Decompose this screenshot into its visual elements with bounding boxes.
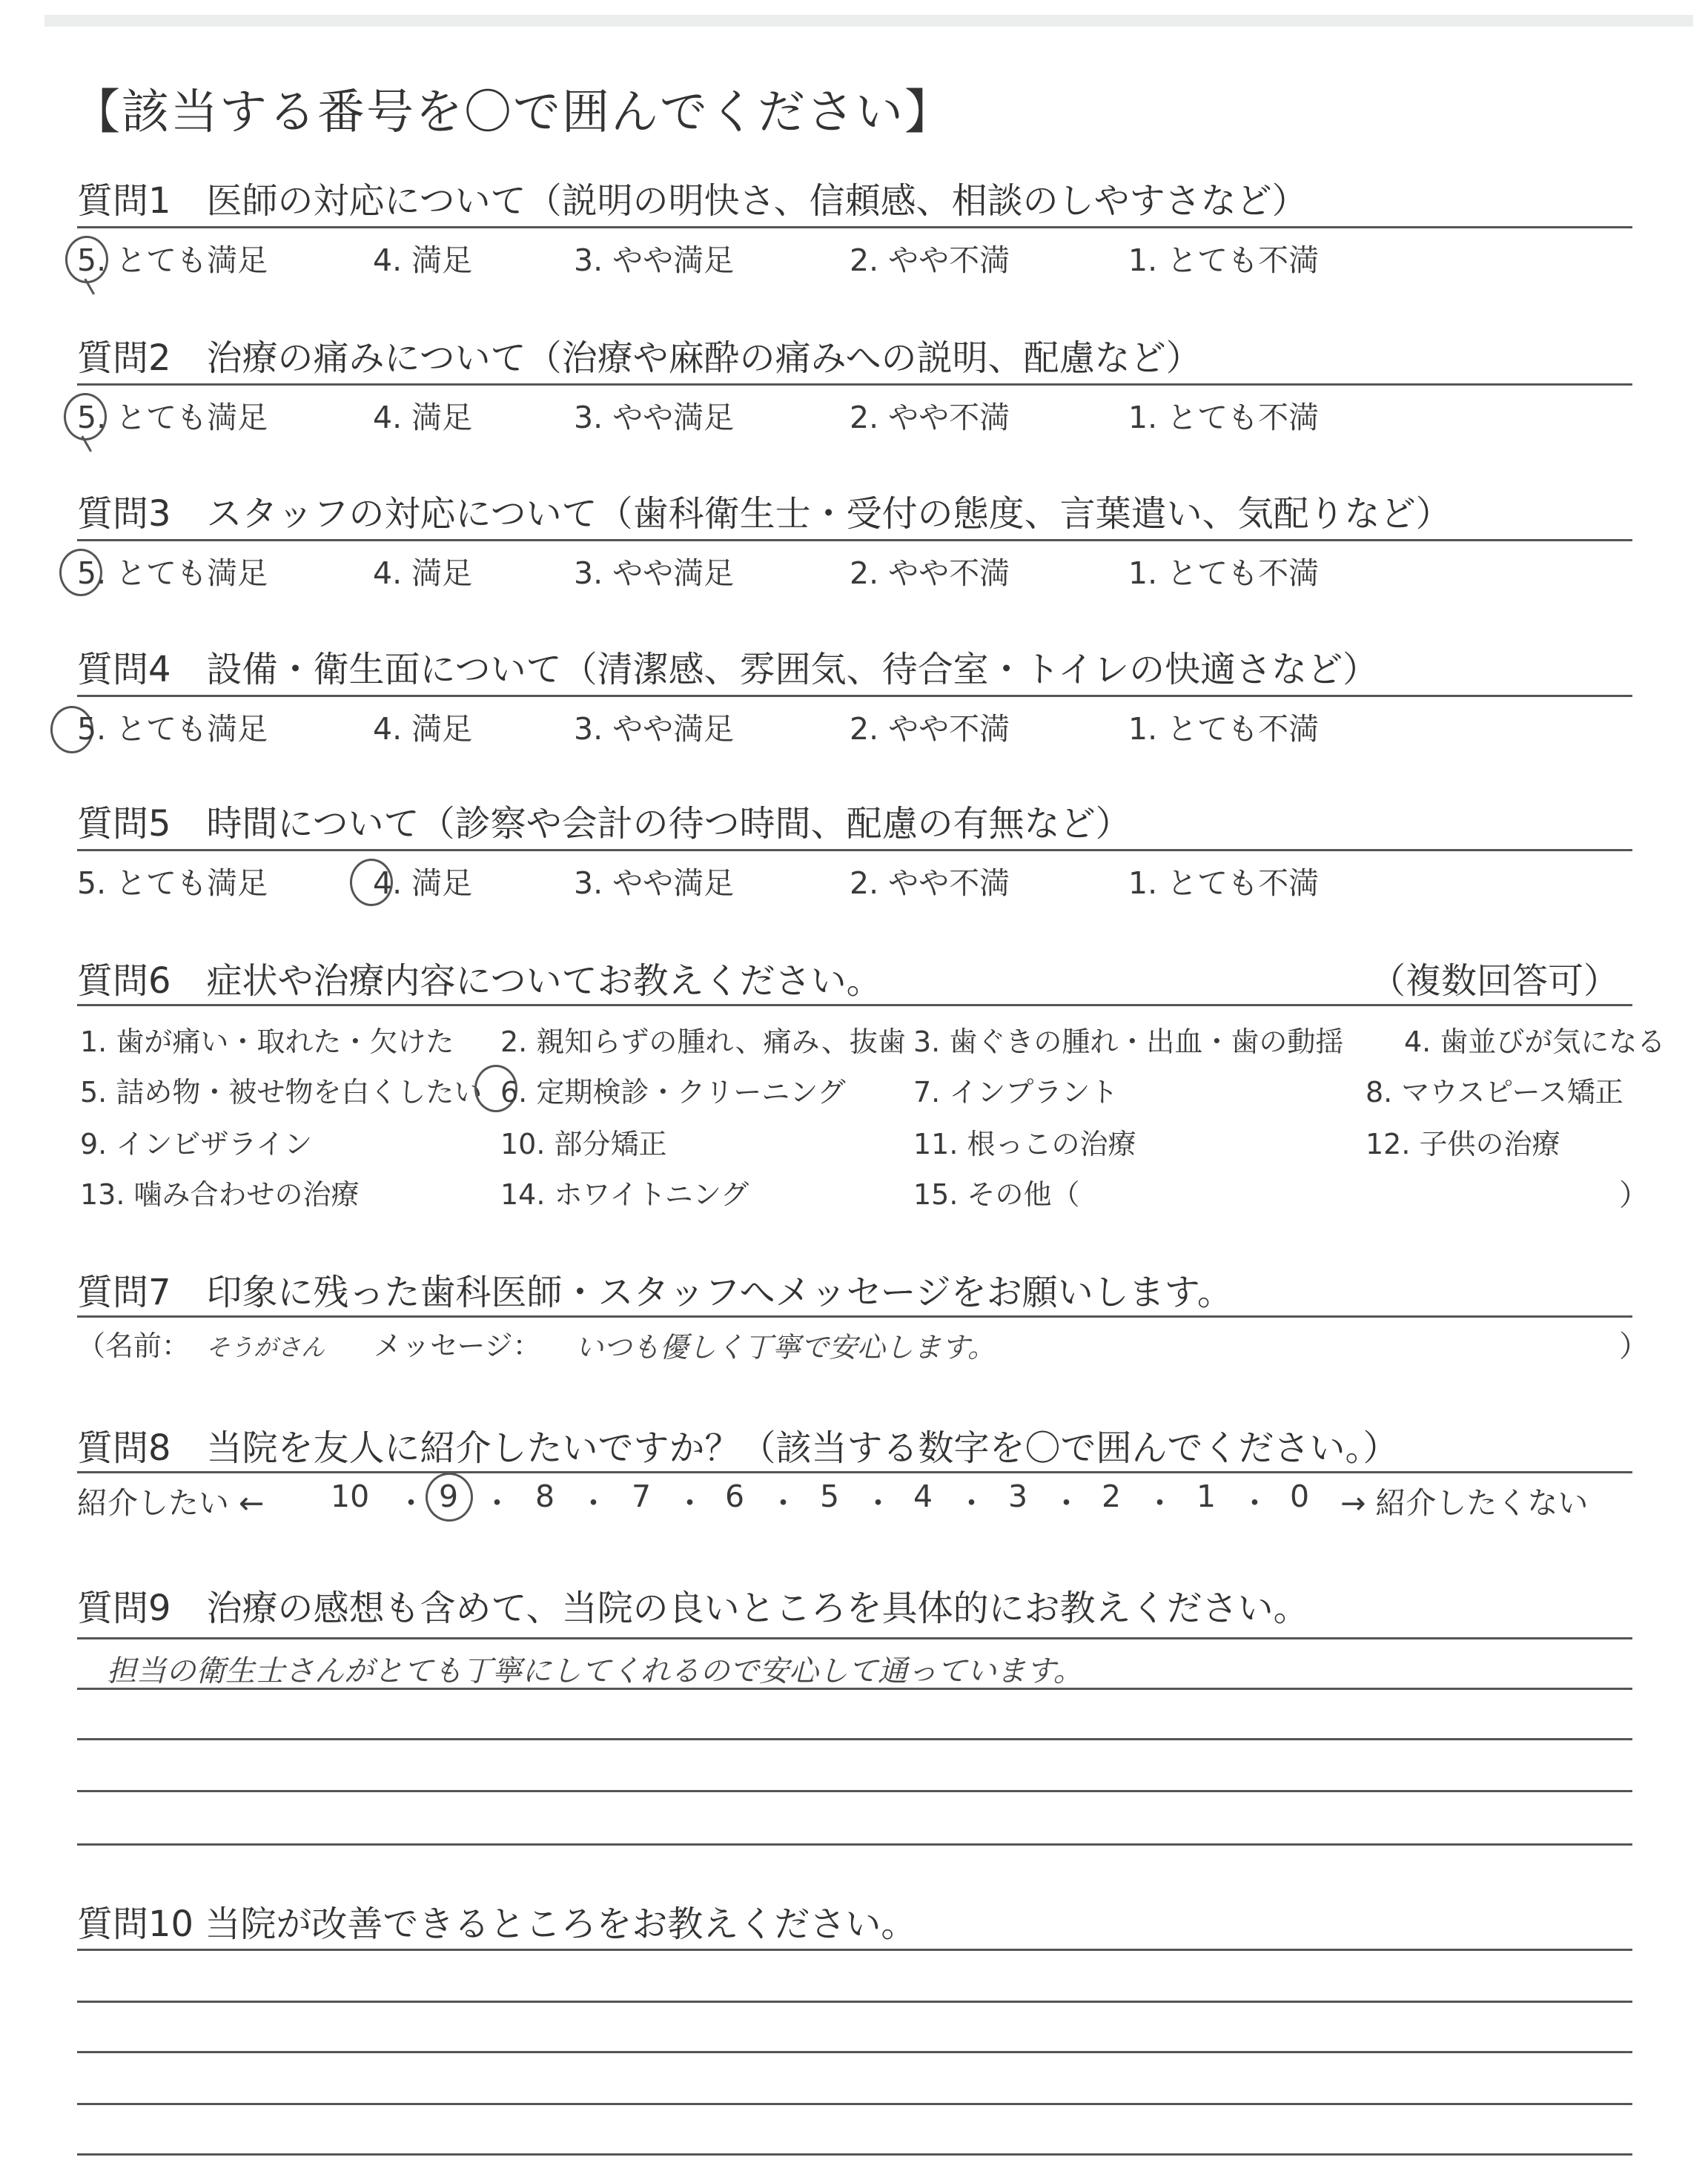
q9-heading: 質問9 治療の感想も含めて、当院の良いところを具体的にお教えください。: [77, 1588, 1309, 1629]
q6-item-12[interactable]: 12. 子供の治療: [1366, 1128, 1560, 1160]
q4-option-4[interactable]: 4. 満足: [373, 711, 473, 747]
q2-option-1[interactable]: 1. とても不満: [1128, 400, 1320, 435]
q2-option-2[interactable]: 2. やや不満: [850, 400, 1010, 435]
q3-heading: 質問3 スタッフの対応について（歯科衛生士・受付の態度、言葉遣い、気配りなど）: [77, 493, 1452, 535]
q2-option-4[interactable]: 4. 満足: [373, 400, 473, 435]
q6-item-10[interactable]: 10. 部分矯正: [500, 1128, 667, 1160]
q4-option-3[interactable]: 3. やや満足: [574, 711, 735, 747]
q1-option-5[interactable]: 5. とても満足: [77, 242, 268, 278]
q6-item-11[interactable]: 11. 根っこの治療: [913, 1128, 1136, 1160]
q6-item-1[interactable]: 1. 歯が痛い・取れた・欠けた: [80, 1025, 454, 1058]
q6-item-13[interactable]: 13. 噛み合わせの治療: [80, 1178, 360, 1211]
q1-underline: [77, 226, 1632, 228]
q3-option-2[interactable]: 2. やや不満: [850, 555, 1010, 591]
q5-heading: 質問5 時間について（診察や会計の待つ時間、配慮の有無など）: [77, 803, 1131, 845]
q3-option-4[interactable]: 4. 満足: [373, 555, 473, 591]
q6-item-4[interactable]: 4. 歯並びが気になる: [1404, 1025, 1666, 1058]
q8-scale-2[interactable]: 2: [1102, 1479, 1122, 1514]
q5-option-4[interactable]: 4. 満足: [373, 865, 473, 901]
q6-item-7[interactable]: 7. インプラント: [913, 1076, 1119, 1109]
q8-sep-5: ・: [768, 1485, 798, 1521]
q5-underline: [77, 849, 1632, 851]
q1-option-1[interactable]: 1. とても不満: [1128, 242, 1320, 278]
q8-scale-8[interactable]: 8: [535, 1479, 555, 1514]
q8-scale-4[interactable]: 4: [913, 1479, 933, 1514]
q2-option-3[interactable]: 3. やや満足: [574, 400, 735, 435]
q8-scale-9[interactable]: 9: [439, 1479, 459, 1514]
q5-options: [0, 859, 1708, 903]
q8-scale-1[interactable]: 1: [1196, 1479, 1217, 1514]
q6-item-5[interactable]: 5. 詰め物・被せ物を白くしたい: [80, 1076, 483, 1109]
q6-item-9[interactable]: 9. インビザライン: [80, 1128, 313, 1160]
q8-underline: [77, 1471, 1632, 1473]
q7-heading: 質問7 印象に残った歯科医師・スタッフへメッセージをお願いします。: [77, 1272, 1233, 1313]
q5-option-3[interactable]: 3. やや満足: [574, 865, 735, 901]
page-title: 【該当する番号を〇で囲んでください】: [73, 85, 953, 140]
q8-sep-4: ・: [675, 1485, 705, 1521]
q8-left-label: 紹介したい ←: [77, 1485, 265, 1521]
q1-option-4[interactable]: 4. 満足: [373, 242, 473, 278]
q10-line-5[interactable]: [77, 2153, 1632, 2156]
q3-options: [0, 549, 1708, 593]
q6-other-close-paren: ）: [1619, 1178, 1649, 1212]
q8-scale-10[interactable]: 10: [331, 1479, 370, 1514]
q4-option-2[interactable]: 2. やや不満: [850, 711, 1010, 747]
q9-line-2: [77, 1688, 1632, 1690]
q3-underline: [77, 539, 1632, 541]
q4-option-1[interactable]: 1. とても不満: [1128, 711, 1320, 747]
q8-right-label: → 紹介したくない: [1340, 1485, 1589, 1521]
q3-option-5[interactable]: 5. とても満足: [77, 555, 268, 591]
q8-scale-0[interactable]: 0: [1290, 1479, 1310, 1514]
q1-options: [0, 236, 1708, 280]
q10-line-4[interactable]: [77, 2103, 1632, 2105]
q4-option-5[interactable]: 5. とても満足: [77, 711, 268, 747]
q4-underline: [77, 695, 1632, 697]
q6-item-3[interactable]: 3. 歯ぐきの腫れ・出血・歯の動揺: [913, 1025, 1344, 1058]
q8-scale-7[interactable]: 7: [632, 1479, 652, 1514]
q8-sep-7: ・: [956, 1485, 987, 1521]
q9-answer-handwritten[interactable]: 担当の衛生士さんがとても丁寧にしてくれるので安心して通っています。: [107, 1654, 1083, 1688]
q8-sep-9: ・: [1145, 1485, 1175, 1521]
q10-line-3[interactable]: [77, 2051, 1632, 2053]
q6-item-8[interactable]: 8. マウスピース矯正: [1366, 1076, 1623, 1109]
q7-name-label: （名前：: [77, 1330, 191, 1362]
q8-scale-6[interactable]: 6: [725, 1479, 745, 1514]
q7-name-handwritten[interactable]: そうがさん: [206, 1333, 325, 1361]
q9-line-5: [77, 1843, 1632, 1846]
q1-heading: 質問1 医師の対応について（説明の明快さ、信頼感、相談のしやすさなど）: [77, 180, 1308, 222]
q6-heading: 質問6 症状や治療内容についてお教えください。: [77, 960, 882, 1002]
q9-line-4: [77, 1790, 1632, 1792]
q10-line-2[interactable]: [77, 2001, 1632, 2003]
q6-underline: [77, 1004, 1632, 1006]
q7-underline: [77, 1315, 1632, 1318]
q8-sep-3: ・: [578, 1485, 609, 1521]
q6-item-15[interactable]: 15. その他（: [913, 1178, 1080, 1211]
q1-option-3[interactable]: 3. やや満足: [574, 242, 735, 278]
q2-underline: [77, 383, 1632, 386]
q2-heading: 質問2 治療の痛みについて（治療や麻酔の痛みへの説明、配慮など）: [77, 337, 1202, 379]
q9-line-3: [77, 1738, 1632, 1740]
q5-option-2[interactable]: 2. やや不満: [850, 865, 1010, 901]
q7-message-handwritten[interactable]: いつも優しく丁寧で安心します。: [575, 1331, 996, 1364]
scan-top-band: [44, 15, 1693, 27]
q5-option-5[interactable]: 5. とても満足: [77, 865, 268, 901]
q8-scale-5[interactable]: 5: [820, 1479, 840, 1514]
q10-line-1[interactable]: [77, 1949, 1632, 1951]
q5-option-1[interactable]: 1. とても不満: [1128, 865, 1320, 901]
q1-option-2[interactable]: 2. やや不満: [850, 242, 1010, 278]
q8-sep-2: ・: [482, 1485, 512, 1521]
q6-item-14[interactable]: 14. ホワイトニング: [500, 1178, 749, 1211]
q8-heading: 質問8 当院を友人に紹介したいですか？（該当する数字を〇で囲んでください。）: [77, 1427, 1399, 1469]
q10-heading: 質問10 当院が改善できるところをお教えください。: [77, 1903, 917, 1945]
q8-sep-1: ・: [396, 1485, 426, 1521]
q4-heading: 質問4 設備・衛生面について（清潔感、雰囲気、待合室・トイレの快適さなど）: [77, 649, 1379, 690]
q8-scale-3[interactable]: 3: [1008, 1479, 1028, 1514]
q6-item-2[interactable]: 2. 親知らずの腫れ、痛み、抜歯: [500, 1025, 906, 1058]
q8-sep-6: ・: [863, 1485, 893, 1521]
q3-option-1[interactable]: 1. とても不満: [1128, 555, 1320, 591]
q6-multiple-answers-note: （複数回答可）: [1370, 960, 1620, 1002]
q6-item-6[interactable]: 6. 定期検診・クリーニング: [500, 1076, 846, 1109]
q3-option-3[interactable]: 3. やや満足: [574, 555, 735, 591]
q7-close-paren: ）: [1619, 1330, 1649, 1364]
q7-message-label: メッセージ：: [374, 1330, 541, 1362]
q2-options: [0, 393, 1708, 437]
q8-sep-10: ・: [1239, 1485, 1270, 1521]
q2-option-5[interactable]: 5. とても満足: [77, 400, 268, 435]
q8-sep-8: ・: [1051, 1485, 1082, 1521]
q4-options: [0, 704, 1708, 749]
q9-line-1: [77, 1637, 1632, 1639]
